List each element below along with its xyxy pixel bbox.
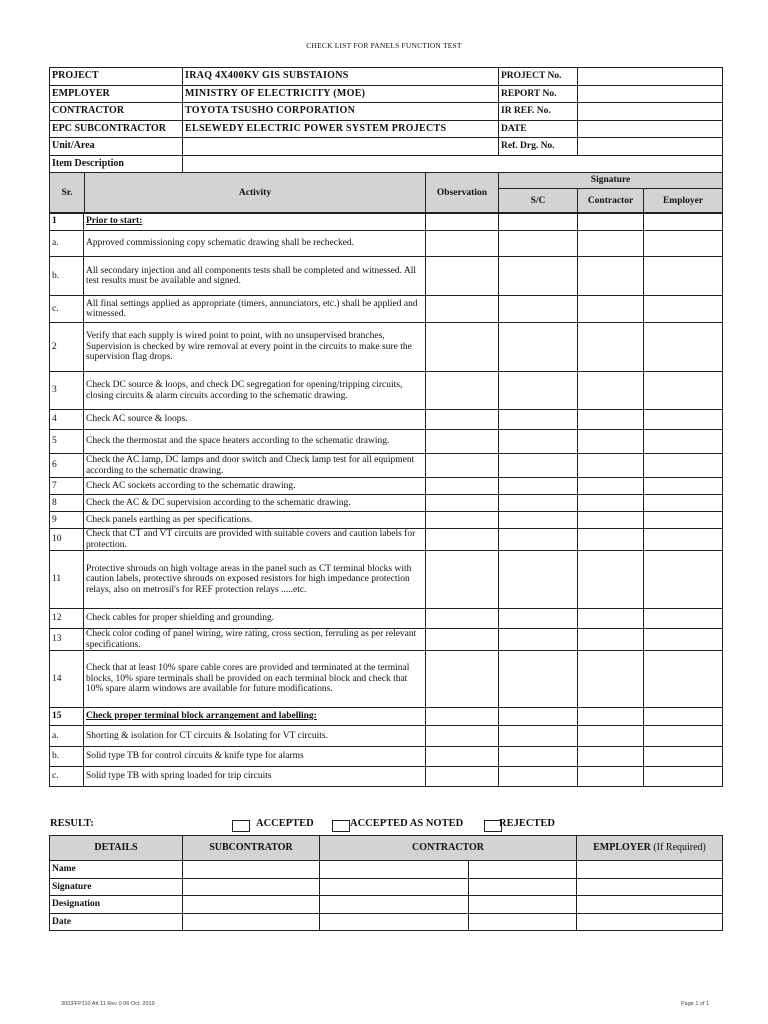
header-value[interactable]: ELSEWEDY ELECTRIC POWER SYSTEM PROJECTS — [183, 120, 499, 138]
activity-header: Activity — [238, 187, 272, 198]
header-row — [50, 103, 723, 121]
checklist-row — [50, 430, 723, 454]
header-right-label: Ref. Drg. No. — [499, 138, 578, 156]
header-label: Unit/Area — [50, 138, 183, 156]
header-label: EPC SUBCONTRACTOR — [50, 120, 183, 138]
checklist-row — [50, 231, 723, 257]
employer-header-note: (If Required) — [653, 841, 706, 853]
activity-text: All secondary injection and all components tests shall be completed and witnessed. All test results must be available and signed. — [84, 257, 426, 296]
employer-signature-cell[interactable] — [644, 213, 723, 231]
employer-header-label: EMPLOYER — [593, 841, 651, 853]
accepted-as-noted-label: ACCEPTED AS NOTED — [350, 818, 464, 829]
contractor-signature-cell[interactable] — [578, 512, 644, 529]
header-label: CONTRACTOR — [50, 103, 183, 121]
sc-signature-cell[interactable] — [499, 708, 578, 726]
contractor-signature-cell[interactable] — [578, 372, 644, 410]
activity-text: Check AC source & loops. — [84, 410, 426, 430]
activity-text: Shorting & isolation for CT circuits & Isolating for VT circuits. — [84, 726, 426, 747]
item-number: 12 — [50, 609, 84, 629]
activity-text: Check AC sockets according to the schematic drawing. — [84, 478, 426, 495]
subcontractor-cell[interactable] — [183, 913, 320, 931]
header-value[interactable] — [183, 138, 499, 156]
activity-text: Check the thermostat and the space heaters according to the schematic drawing. — [84, 430, 426, 454]
contractor-cell[interactable] — [469, 896, 577, 914]
contractor-cell[interactable] — [469, 861, 577, 879]
header-label: Item Description — [50, 155, 183, 173]
employer-signature-cell[interactable] — [644, 651, 723, 708]
contractor-cell[interactable] — [320, 896, 469, 914]
item-number: 1 — [50, 213, 84, 231]
signoff-table — [49, 835, 723, 931]
item-number: 8 — [50, 495, 84, 512]
observation-cell[interactable] — [426, 512, 499, 529]
sc-signature-cell[interactable] — [499, 551, 578, 609]
checklist-row — [50, 372, 723, 410]
item-number: 3 — [50, 372, 84, 410]
observation-cell[interactable] — [426, 726, 499, 747]
header-right-label: PROJECT No. — [499, 68, 578, 86]
employer-signature-cell[interactable] — [644, 410, 723, 430]
sc-signature-cell[interactable] — [499, 257, 578, 296]
signoff-row — [50, 913, 723, 931]
sc-signature-cell[interactable] — [499, 726, 578, 747]
checklist-row — [50, 747, 723, 767]
header-right-label: DATE — [499, 120, 578, 138]
activity-text: Prior to start: — [84, 213, 426, 231]
header-right-field[interactable] — [578, 103, 723, 121]
checklist-row — [50, 767, 723, 787]
item-sub-letter: b. — [50, 747, 84, 767]
contractor-signature-cell[interactable] — [578, 747, 644, 767]
observation-cell[interactable] — [426, 257, 499, 296]
contractor-header: Contractor — [578, 189, 644, 214]
sc-signature-cell[interactable] — [499, 609, 578, 629]
observation-cell[interactable] — [426, 478, 499, 495]
signature-header: Signature — [499, 173, 723, 189]
observation-header: Observation — [426, 173, 499, 214]
signoff-header-row — [50, 836, 723, 861]
employer-signature-cell[interactable] — [644, 726, 723, 747]
activity-text: Check cables for proper shielding and grounding. — [84, 609, 426, 629]
contractor-signature-cell[interactable] — [578, 629, 644, 651]
observation-cell[interactable] — [426, 410, 499, 430]
item-number: 5 — [50, 430, 84, 454]
signoff-row-label: Date — [50, 913, 183, 931]
header-value[interactable]: MINISTRY OF ELECTRICITY (MOE) — [183, 85, 499, 103]
header-right-field[interactable] — [578, 85, 723, 103]
checklist-row — [50, 213, 723, 231]
document-title: CHECK LIST FOR PANELS FUNCTION TEST — [306, 41, 462, 50]
header-row — [50, 85, 723, 103]
activity-text: Check panels earthing as per specifications. — [84, 512, 426, 529]
activity-text: All final settings applied as appropriate (timers, annunciators, etc.) shall be applied and witnessed. — [84, 296, 426, 323]
header-right-label: IR REF. No. — [499, 103, 578, 121]
checklist-row — [50, 296, 723, 323]
header-right-field[interactable] — [578, 120, 723, 138]
sr-activity-header — [50, 173, 426, 214]
activity-text: Protective shrouds on high voltage areas in the panel such as CT terminal blocks with caution labels, protective shrouds on exposed resistors for high impedance protection relays, also on metrosil's for REF protection relays .....etc. — [84, 551, 426, 609]
sc-signature-cell[interactable] — [499, 512, 578, 529]
activity-text: Check proper terminal block arrangement and labelling: — [84, 708, 426, 726]
employer-signature-cell[interactable] — [644, 478, 723, 495]
contractor-signature-cell[interactable] — [578, 213, 644, 231]
employer-signature-cell[interactable] — [644, 454, 723, 478]
footer-doc-ref: 3003/FP110 Att 11 Rev 0 06 Oct. 2019 — [61, 1001, 155, 1007]
signoff-row-label: Designation — [50, 896, 183, 914]
contractor-signature-cell[interactable] — [578, 257, 644, 296]
item-sub-letter: b. — [50, 257, 84, 296]
sc-signature-cell[interactable] — [499, 296, 578, 323]
contractor-signature-cell[interactable] — [578, 551, 644, 609]
employer-signature-cell[interactable] — [644, 629, 723, 651]
checklist-row — [50, 454, 723, 478]
employer-cell[interactable] — [577, 913, 723, 931]
contractor-cell[interactable] — [320, 878, 469, 896]
activity-text: Verify that each supply is wired point to point, with no unsupervised branches, Supervision is checked by wire removal at every point in the circuits to make sure the supervision flag drops. — [84, 323, 426, 372]
observation-cell[interactable] — [426, 231, 499, 257]
activity-text: Check the AC & DC supervision according to the schematic drawing. — [84, 495, 426, 512]
contractor-signature-cell[interactable] — [578, 323, 644, 372]
checklist-row — [50, 708, 723, 726]
checklist-row — [50, 478, 723, 495]
employer-cell[interactable] — [577, 896, 723, 914]
contractor-signature-cell[interactable] — [578, 726, 644, 747]
header-right-field[interactable] — [578, 138, 723, 156]
observation-cell[interactable] — [426, 495, 499, 512]
item-number: 11 — [50, 551, 84, 609]
contractor-signature-cell[interactable] — [578, 708, 644, 726]
contractor-signature-cell[interactable] — [578, 231, 644, 257]
sc-signature-cell[interactable] — [499, 454, 578, 478]
item-number: 14 — [50, 651, 84, 708]
employer-signature-cell[interactable] — [644, 609, 723, 629]
footer-page-number: Page 1 of 1 — [681, 1001, 710, 1007]
employer-header — [577, 836, 723, 861]
checklist-row — [50, 629, 723, 651]
contractor-signature-cell[interactable] — [578, 609, 644, 629]
contractor-signature-cell[interactable] — [578, 410, 644, 430]
signoff-row — [50, 878, 723, 896]
sc-signature-cell[interactable] — [499, 629, 578, 651]
signoff-row-label: Signature — [50, 878, 183, 896]
header-value[interactable]: TOYOTA TSUSHO CORPORATION — [183, 103, 499, 121]
checklist-table — [49, 172, 723, 214]
contractor-cell[interactable] — [469, 878, 577, 896]
contractor-signature-cell[interactable] — [578, 296, 644, 323]
item-sub-letter: c. — [50, 296, 84, 323]
contractor-signature-cell[interactable] — [578, 529, 644, 551]
header-value[interactable]: IRAQ 4X400KV GIS SUBSTAIONS — [183, 68, 499, 86]
employer-signature-cell[interactable] — [644, 512, 723, 529]
observation-cell[interactable] — [426, 629, 499, 651]
activity-text: Check that CT and VT circuits are provided with suitable covers and caution labels for protection. — [84, 529, 426, 551]
sr-header: Sr. — [50, 173, 85, 213]
subcontractor-header: SUBCONTRATOR — [183, 836, 320, 861]
sc-signature-cell[interactable] — [499, 323, 578, 372]
rejected-label: REJECTED — [499, 818, 556, 829]
activity-text: Check that at least 10% spare cable cores are provided and terminated at the terminal blocks, 10% spare terminals shall be provided on each terminal block and check that 10% spare alarm windows are available for future modifications. — [84, 651, 426, 708]
item-number: 4 — [50, 410, 84, 430]
result-row — [49, 817, 722, 833]
activity-text: Check color coding of panel wiring, wire rating, cross section, ferruling as per relevant specifications. — [84, 629, 426, 651]
contractor-signature-cell[interactable] — [578, 454, 644, 478]
contractor-cell[interactable] — [469, 913, 577, 931]
observation-cell[interactable] — [426, 372, 499, 410]
employer-signature-cell[interactable] — [644, 767, 723, 787]
contractor-signature-cell[interactable] — [578, 495, 644, 512]
observation-cell[interactable] — [426, 454, 499, 478]
item-number: 7 — [50, 478, 84, 495]
contractor-signature-cell[interactable] — [578, 478, 644, 495]
checklist-items — [49, 212, 723, 787]
header-row — [50, 120, 723, 138]
employer-cell[interactable] — [577, 878, 723, 896]
header-row — [50, 68, 723, 86]
header-label: PROJECT — [50, 68, 183, 86]
details-header: DETAILS — [50, 836, 183, 861]
checklist-row — [50, 609, 723, 629]
header-label: EMPLOYER — [50, 85, 183, 103]
sc-header: S/C — [499, 189, 578, 214]
checklist-row — [50, 551, 723, 609]
employer-signature-cell[interactable] — [644, 495, 723, 512]
sc-signature-cell[interactable] — [499, 410, 578, 430]
subcontractor-cell[interactable] — [183, 861, 320, 879]
signoff-row — [50, 896, 723, 914]
observation-cell[interactable] — [426, 747, 499, 767]
sc-signature-cell[interactable] — [499, 529, 578, 551]
sc-signature-cell[interactable] — [499, 213, 578, 231]
item-number: 15 — [50, 708, 84, 726]
sc-signature-cell[interactable] — [499, 651, 578, 708]
checklist-row — [50, 512, 723, 529]
employer-signature-cell[interactable] — [644, 257, 723, 296]
observation-cell[interactable] — [426, 651, 499, 708]
checklist-row — [50, 651, 723, 708]
checklist-row — [50, 410, 723, 430]
accepted-as-noted-checkbox[interactable] — [332, 820, 350, 832]
contractor-signature-cell[interactable] — [578, 767, 644, 787]
employer-signature-cell[interactable] — [644, 372, 723, 410]
activity-text: Check DC source & loops, and check DC segregation for opening/tripping circuits, closing circuits & alarm circuits according to the schematic drawing. — [84, 372, 426, 410]
contractor-cell[interactable] — [320, 913, 469, 931]
item-number: 10 — [50, 529, 84, 551]
item-number: 6 — [50, 454, 84, 478]
checklist-row — [50, 323, 723, 372]
employer-signature-cell[interactable] — [644, 747, 723, 767]
observation-cell[interactable] — [426, 296, 499, 323]
sc-signature-cell[interactable] — [499, 767, 578, 787]
observation-cell[interactable] — [426, 551, 499, 609]
signoff-row-label: Name — [50, 861, 183, 879]
checklist-row — [50, 495, 723, 512]
employer-signature-cell[interactable] — [644, 323, 723, 372]
accepted-label: ACCEPTED — [256, 818, 314, 829]
header-row — [50, 138, 723, 156]
employer-signature-cell[interactable] — [644, 529, 723, 551]
checklist-row — [50, 529, 723, 551]
employer-signature-cell[interactable] — [644, 551, 723, 609]
observation-cell[interactable] — [426, 708, 499, 726]
subcontractor-cell[interactable] — [183, 878, 320, 896]
activity-text: Check the AC lamp, DC lamps and door switch and Check lamp test for all equipment according to the schematic drawing. — [84, 454, 426, 478]
header-right-field[interactable] — [578, 68, 723, 86]
sc-signature-cell[interactable] — [499, 430, 578, 454]
employer-cell[interactable] — [577, 861, 723, 879]
header-row — [50, 155, 723, 173]
employer-signature-cell[interactable] — [644, 231, 723, 257]
employer-header: Employer — [644, 189, 723, 214]
project-info-table — [49, 67, 723, 173]
sc-signature-cell[interactable] — [499, 231, 578, 257]
observation-cell[interactable] — [426, 430, 499, 454]
employer-signature-cell[interactable] — [644, 296, 723, 323]
activity-text: Solid type TB for control circuits & knife type for alarms — [84, 747, 426, 767]
contractor-header: CONTRACTOR — [320, 836, 577, 861]
item-sub-letter: a. — [50, 231, 84, 257]
contractor-signature-cell[interactable] — [578, 430, 644, 454]
sc-signature-cell[interactable] — [499, 478, 578, 495]
subcontractor-cell[interactable] — [183, 896, 320, 914]
signoff-row — [50, 861, 723, 879]
activity-text: Approved commissioning copy schematic drawing shall be rechecked. — [84, 231, 426, 257]
employer-signature-cell[interactable] — [644, 708, 723, 726]
contractor-cell[interactable] — [320, 861, 469, 879]
observation-cell[interactable] — [426, 323, 499, 372]
observation-cell[interactable] — [426, 213, 499, 231]
contractor-signature-cell[interactable] — [578, 651, 644, 708]
item-number: 13 — [50, 629, 84, 651]
result-label: RESULT: — [50, 818, 94, 829]
employer-signature-cell[interactable] — [644, 430, 723, 454]
item-sub-letter: c. — [50, 767, 84, 787]
item-sub-letter: a. — [50, 726, 84, 747]
accepted-checkbox[interactable] — [232, 820, 250, 832]
activity-text: Solid type TB with spring loaded for trip circuits — [84, 767, 426, 787]
observation-cell[interactable] — [426, 767, 499, 787]
item-number: 9 — [50, 512, 84, 529]
column-header-row — [50, 173, 723, 189]
header-value[interactable] — [183, 155, 723, 173]
sc-signature-cell[interactable] — [499, 372, 578, 410]
observation-cell[interactable] — [426, 529, 499, 551]
observation-cell[interactable] — [426, 609, 499, 629]
sc-signature-cell[interactable] — [499, 495, 578, 512]
checklist-row — [50, 257, 723, 296]
header-right-label: REPORT No. — [499, 85, 578, 103]
sc-signature-cell[interactable] — [499, 747, 578, 767]
item-number: 2 — [50, 323, 84, 372]
checklist-row — [50, 726, 723, 747]
